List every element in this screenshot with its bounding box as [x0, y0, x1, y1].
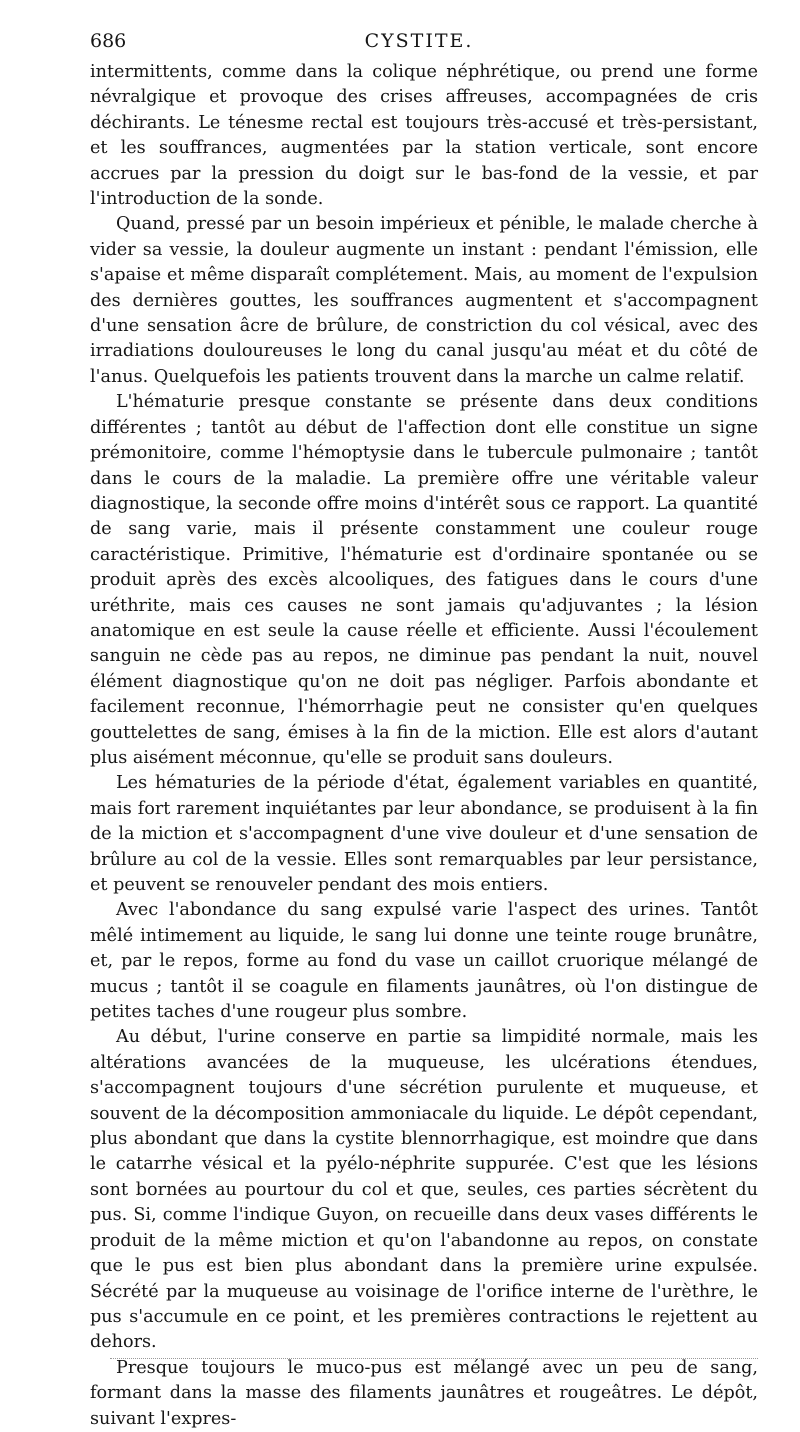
running-title: CYSTITE. [364, 30, 474, 52]
paragraph: Avec l'abondance du sang expulsé varie l'aspect des urines. Tantôt mêlé intimement au liquide, le sang lui donne une teinte rouge brunâtre, et, par le repos, forme au fond du vase un caillot cruorique mélangé de mucus ; tantôt il se coagule en filaments jaunâtres, où l'on distingue de petites taches d'une rougeur plus sombre. [90, 900, 758, 1023]
paragraph: Les hématuries de la période d'état, également variables en quantité, mais fort rarement inquiétantes par leur abondance, se produisent à la fin de la miction et s'accompagnent d'une vive douleur et d'une sensation de brûlure au col de la vessie. Elles sont remarquables par leur persistance, et peuvent se renouveler pendant des mois entiers. [90, 773, 758, 895]
paragraph: Quand, pressé par un besoin impérieux et pénible, le malade cherche à vider sa vessie, la douleur augmente un instant : pendant l'émission, elle s'apaise et même disparaît complétement. Mais, au moment de l'expulsion des dernières gouttes, les souffrances augmentent et s'accompagnent d'une sensation âcre de brûlure, de constriction du col vésical, avec des irradiations douloureuses le long du canal jusqu'au méat et du côté de l'anus. Quelquefois les patients trouvent dans la marche un calme relatif. [90, 214, 758, 387]
paragraph: Au début, l'urine conserve en partie sa limpidité normale, mais les altérations avancées de la muqueuse, les ulcérations étendues, s'accompagnent toujours d'une sécrétion purulente et muqueuse, et souvent de la décomposition ammoniacale du liquide. Le dépôt cependant, plus abondant que dans la cystite blennorrhagique, est moindre que dans le catarrhe vésical et la pyélo-néphrite suppurée. C'est que les lésions sont bornées au pourtour du col et que, seules, ces parties sécrètent du pus. Si, comme l'indique Guyon, on recueille dans deux vases différents le produit de la même miction et qu'on l'abandonne au repos, on constate que le pus est bien plus abondant dans la première urine expulsée. Sécrété par la muqueuse au voisinage de l'orifice interne de l'urèthre, le pus s'accumule en ce point, et les premières contractions le rejettent au dehors. [90, 1027, 758, 1353]
page-header [90, 26, 748, 56]
body-text [90, 60, 758, 1432]
footer-dotted-rule [110, 1358, 758, 1359]
paragraph: L'hématurie presque constante se présente dans deux conditions différentes ; tantôt au début de l'affection dont elle constitue un signe prémonitoire, comme l'hémoptysie dans le tubercule pulmonaire ; tantôt dans le cours de la maladie. La première offre une véritable valeur diagnostique, la seconde offre moins d'intérêt sous ce rapport. La quantité de sang varie, mais il présente constamment une couleur rouge caractéristique. Primitive, l'hématurie est d'ordinaire spontanée ou se produit après des excès alcooliques, des fatigues dans le cours d'une uréthrite, mais ces causes ne sont jamais qu'adjuvantes ; la lésion anatomique en est seule la cause réelle et efficiente. Aussi l'écoulement sanguin ne cède pas au repos, ne diminue pas pendant la nuit, nouvel élément diagnostique qu'on ne doit pas négliger. Parfois abondante et facilement reconnue, l'hémorrhagie peut ne consister qu'en quelques gouttelettes de sang, émises à la fin de la miction. Elle est alors d'autant plus aisément méconnue, qu'elle se produit sans douleurs. [90, 392, 758, 768]
page-number: 686 [90, 30, 127, 52]
paragraph: Presque toujours le muco-pus est mélangé avec un peu de sang, formant dans la masse des filaments jaunâtres et rougeâtres. Le dépôt, suivant l'expres- [90, 1357, 758, 1429]
paragraph-continued: intermittents, comme dans la colique néphrétique, ou prend une forme névralgique et provoque des crises affreuses, accompagnées de cris déchirants. Le ténesme rectal est toujours très-accusé et très-persistant, et les souffrances, augmentées par la station verticale, sont encore accrues par la pression du doigt sur le bas-fond de la vessie, et par l'introduction de la sonde. [90, 62, 758, 210]
